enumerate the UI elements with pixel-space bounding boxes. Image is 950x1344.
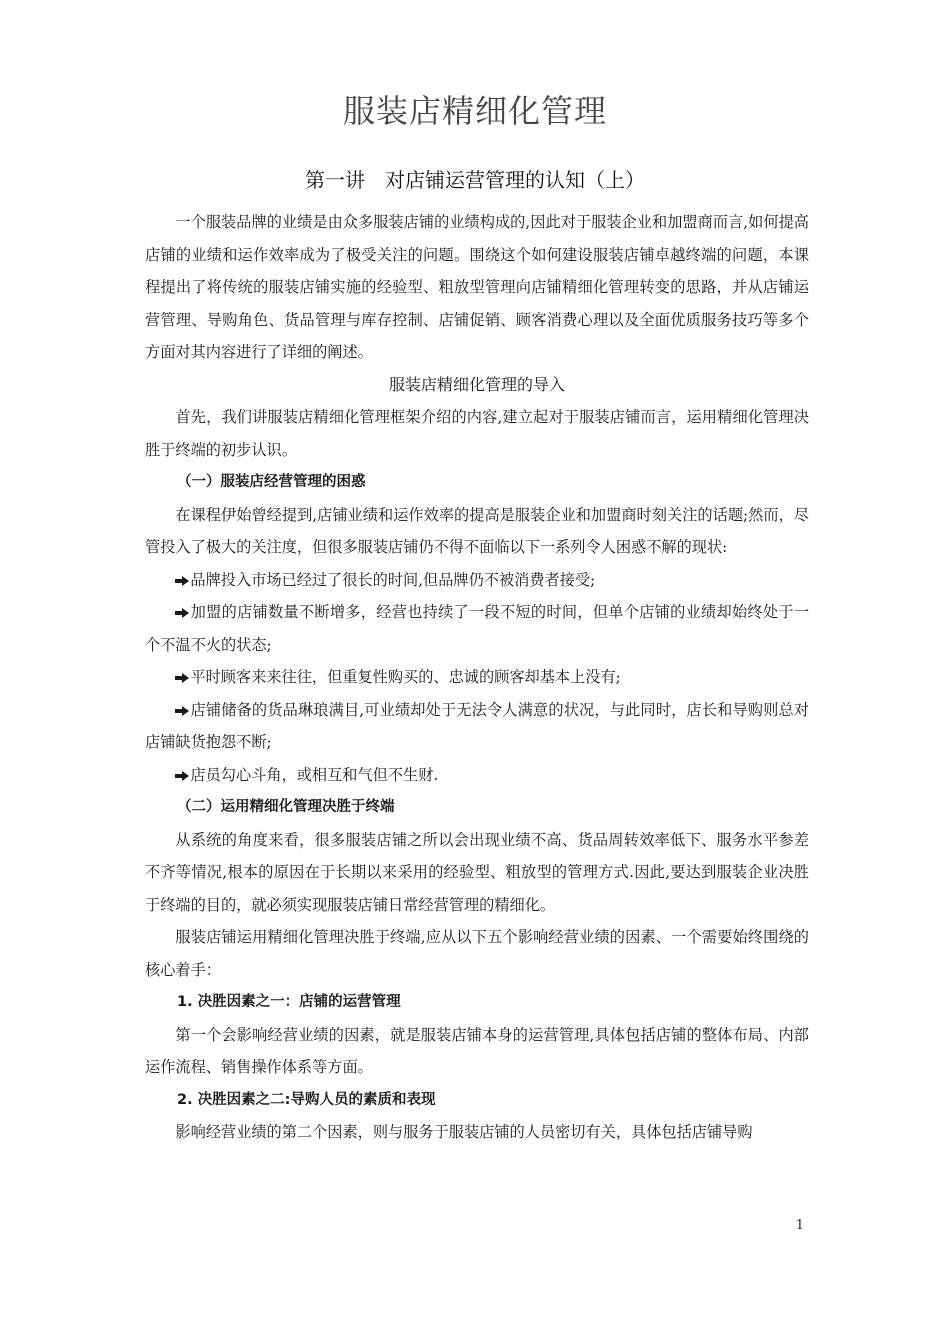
bullet-item	[145, 596, 809, 661]
arrow-right-icon	[175, 673, 189, 683]
section-intro-paragraph: 首先，我们讲服装店精细化管理框架介绍的内容,建立起对于服装店铺而言，运用精细化管理决胜于终端的初步认识。	[145, 408, 809, 459]
page-number: 1	[795, 1218, 804, 1233]
arrow-right-icon	[175, 706, 189, 716]
refined-management-paragraph-1: 从系统的角度来看，很多服装店铺之所以会出现业绩不高、货品周转效率低下、服务水平参差不齐等情况,根本的原因在于长期以来采用的经验型、粗放型的管理方式.因此,要达到服装企业决胜于终端的目的，就必须实现服装店铺日常经营管理的精细化。	[145, 830, 809, 914]
document-body	[145, 206, 809, 1149]
arrow-right-icon	[175, 608, 189, 618]
document-title: 服装店精细化管理	[342, 92, 607, 130]
factor-2-paragraph: 影响经营业绩的第二个因素，则与服务于服装店铺的人员密切有关，具体包括店铺导购	[175, 1123, 753, 1141]
lecture-subtitle: 第一讲 对店铺运营管理的认知（上）	[305, 168, 645, 192]
bullet-item	[145, 661, 809, 694]
section-title: 服装店精细化管理的导入	[388, 374, 565, 394]
intro-paragraph: 一个服装品牌的业绩是由众多服装店铺的业绩构成的,因此对于服装企业和加盟商而言,如何提高店铺的业绩和运作效率成为了极受关注的问题。围绕这个如何建设服装店铺卓越终端的问题，本课程提出了将传统的服装店铺实施的经验型、粗放型管理向店铺精细化管理转变的思路，并从店铺运营管理、导购角色、货品管理与库存控制、店铺促销、顾客消费心理以及全面优质服务技巧等多个方面对其内容进行了详细的阐述。	[145, 213, 809, 361]
bullet-item	[145, 564, 809, 597]
heading-factor-2: 2. 决胜因素之二:导购人员的素质和表现	[177, 1091, 436, 1108]
bullet-item	[145, 759, 809, 792]
heading-factor-1: 1. 决胜因素之一：店铺的运营管理	[177, 994, 401, 1010]
arrow-right-icon	[175, 771, 189, 781]
heading-refined-management: （二）运用精细化管理决胜于终端	[177, 799, 395, 815]
refined-management-paragraph-2: 服装店铺运用精细化管理决胜于终端,应从以下五个影响经营业绩的因素、一个需要始终围绕的核心着手：	[145, 928, 809, 979]
arrow-right-icon	[175, 576, 189, 586]
factor-1-paragraph: 第一个会影响经营业绩的因素，就是服装店铺本身的运营管理,具体包括店铺的整体布局、内部运作流程、销售操作体系等方面。	[145, 1025, 809, 1076]
bullet-text: 店员勾心斗角，或相互和气但不生财.	[190, 765, 439, 784]
confusion-paragraph: 在课程伊始曾经提到,店铺业绩和运作效率的提高是服装企业和加盟商时刻关注的话题;然而，尽管投入了极大的关注度，但很多服装店铺仍不得不面临以下一系列令人困惑不解的现状:	[145, 505, 809, 556]
bullet-text: 加盟的店铺数量不断增多，经营也持续了一段不短的时间，但单个店铺的业绩却始终处于一个不温不火的状态;	[145, 603, 809, 654]
heading-confusion: （一）服装店经营管理的困惑	[177, 474, 366, 490]
bullet-text: 店铺储备的货品琳琅满目,可业绩却处于无法令人满意的状况，与此同时，店长和导购则总对店铺缺货抱怨不断;	[145, 700, 809, 751]
bullet-text: 平时顾客来来往往，但重复性购买的、忠诚的顾客却基本上没有;	[190, 668, 621, 686]
bullet-text: 品牌投入市场已经过了很长的时间,但品牌仍不被消费者接受;	[190, 570, 596, 589]
bullet-item	[145, 694, 809, 759]
